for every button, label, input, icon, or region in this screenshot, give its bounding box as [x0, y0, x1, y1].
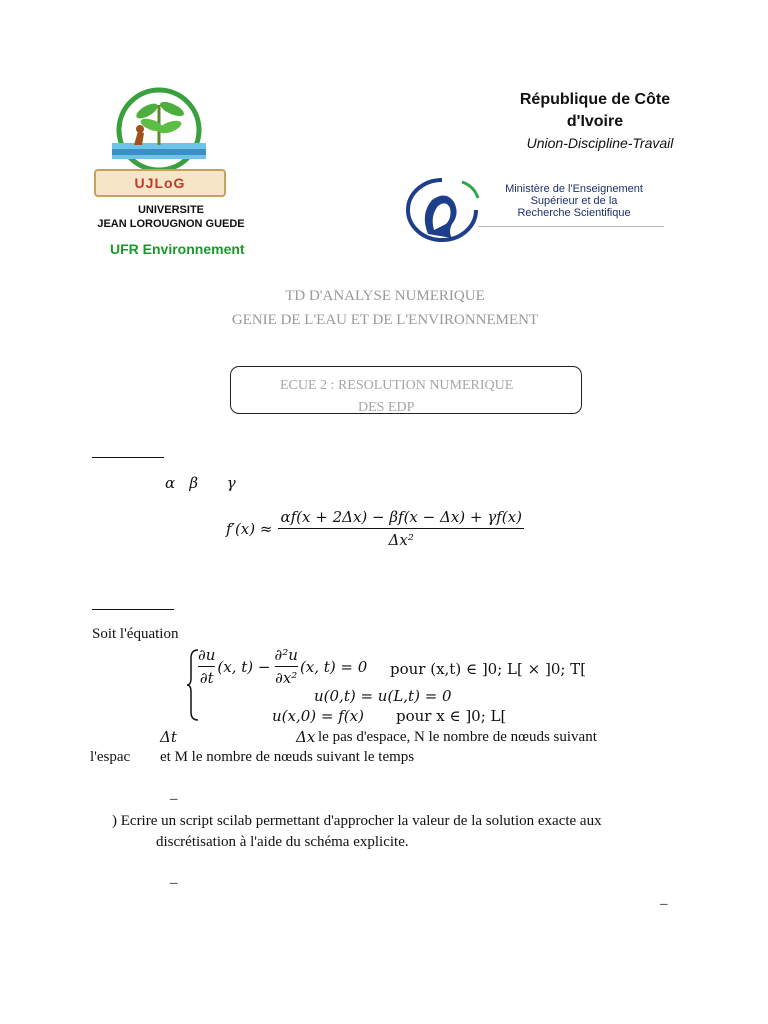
exercise1-heading-underline [92, 457, 164, 458]
university-logo [92, 85, 226, 199]
pde-domain: pour (x,t) ∈ ]0; L[ × ]0; T[ [390, 660, 587, 678]
initial-condition: u(x,0) = f(x) [272, 707, 364, 725]
finite-difference-formula [226, 508, 524, 549]
space-step-symbol: Δx [296, 728, 316, 746]
question-dash-1: – [170, 791, 178, 807]
ministry-logo-icon [402, 176, 482, 246]
du-dt-fraction: $\frac{\partial u}{\partial t}$ [198, 646, 216, 687]
pde-equation: $\frac{\partial u}{\partial t}$ (x, t) − $\frac{\text{∂²u}}{\text{∂x²}}$ (x, t) = 0 [198, 646, 368, 687]
boundary-condition: u(0,t) = u(L,t) = 0 [314, 687, 452, 705]
ecue-line1: ECUE 2 : RESOLUTION NUMERIQUE [280, 378, 514, 393]
td-title: TD D'ANALYSE NUMERIQUE [285, 288, 485, 304]
ecue-title [280, 375, 513, 419]
university-name-line1: UNIVERSITE [137, 204, 204, 216]
question-text-line2: discrétisation à l'aide du schéma explicite. [156, 834, 409, 850]
question-text-line1: ) Ecrire un script scilab permettant d'approcher la valeur de la solution exacte aux [112, 813, 602, 829]
ministry-line3: Recherche Scientifique [517, 207, 631, 219]
td-subtitle: GENIE DE L'EAU ET DE L'ENVIRONNEMENT [231, 312, 539, 328]
logo-banner [94, 169, 226, 197]
greek-coefficients: α β γ [165, 474, 236, 492]
time-step-symbol: Δt [160, 728, 177, 746]
plant-logo-icon [92, 85, 226, 171]
ecue-line2: DES EDP [358, 400, 415, 415]
fraction-bar [278, 528, 523, 529]
national-motto: Union-Discipline-Travail [526, 135, 674, 151]
formula-lhs: f′(x) ≈ [226, 519, 273, 538]
university-name-line2: JEAN LOROUGNON GUEDE [97, 218, 245, 230]
ministry-divider [478, 226, 664, 227]
formula-numerator: αf(x + 2Δx) − βf(x − Δx) + γf(x) [280, 508, 522, 526]
d2u-dx2-fraction: $\frac{\text{∂²u}}{\text{∂x²}}$ [274, 646, 298, 687]
ufr-label: UFR Environnement [110, 241, 245, 257]
formula-fraction [278, 508, 523, 549]
question-dash-2: – [170, 875, 178, 891]
ministry-line2: Supérieur et de la [530, 195, 618, 207]
ministry-line1: Ministère de l'Enseignement [505, 183, 643, 195]
question-dash-3: – [660, 896, 668, 912]
logo-text: UJLoG [134, 175, 186, 191]
republic-line2: d'Ivoire [566, 113, 624, 130]
line2-start: l'espac [90, 749, 131, 765]
line2-end: et M le nombre de nœuds suivant le temps [160, 749, 415, 765]
ministry-name [484, 183, 664, 219]
initial-domain: pour x ∈ ]0; L[ [396, 707, 507, 725]
equation-intro: Soit l'équation [92, 626, 179, 642]
republic-line1: République de Côte [519, 91, 671, 108]
space-step-description: le pas d'espace, N le nombre de nœuds suivant [318, 729, 597, 745]
exercise2-heading-underline [92, 609, 174, 610]
formula-denominator: Δx² [388, 531, 414, 549]
